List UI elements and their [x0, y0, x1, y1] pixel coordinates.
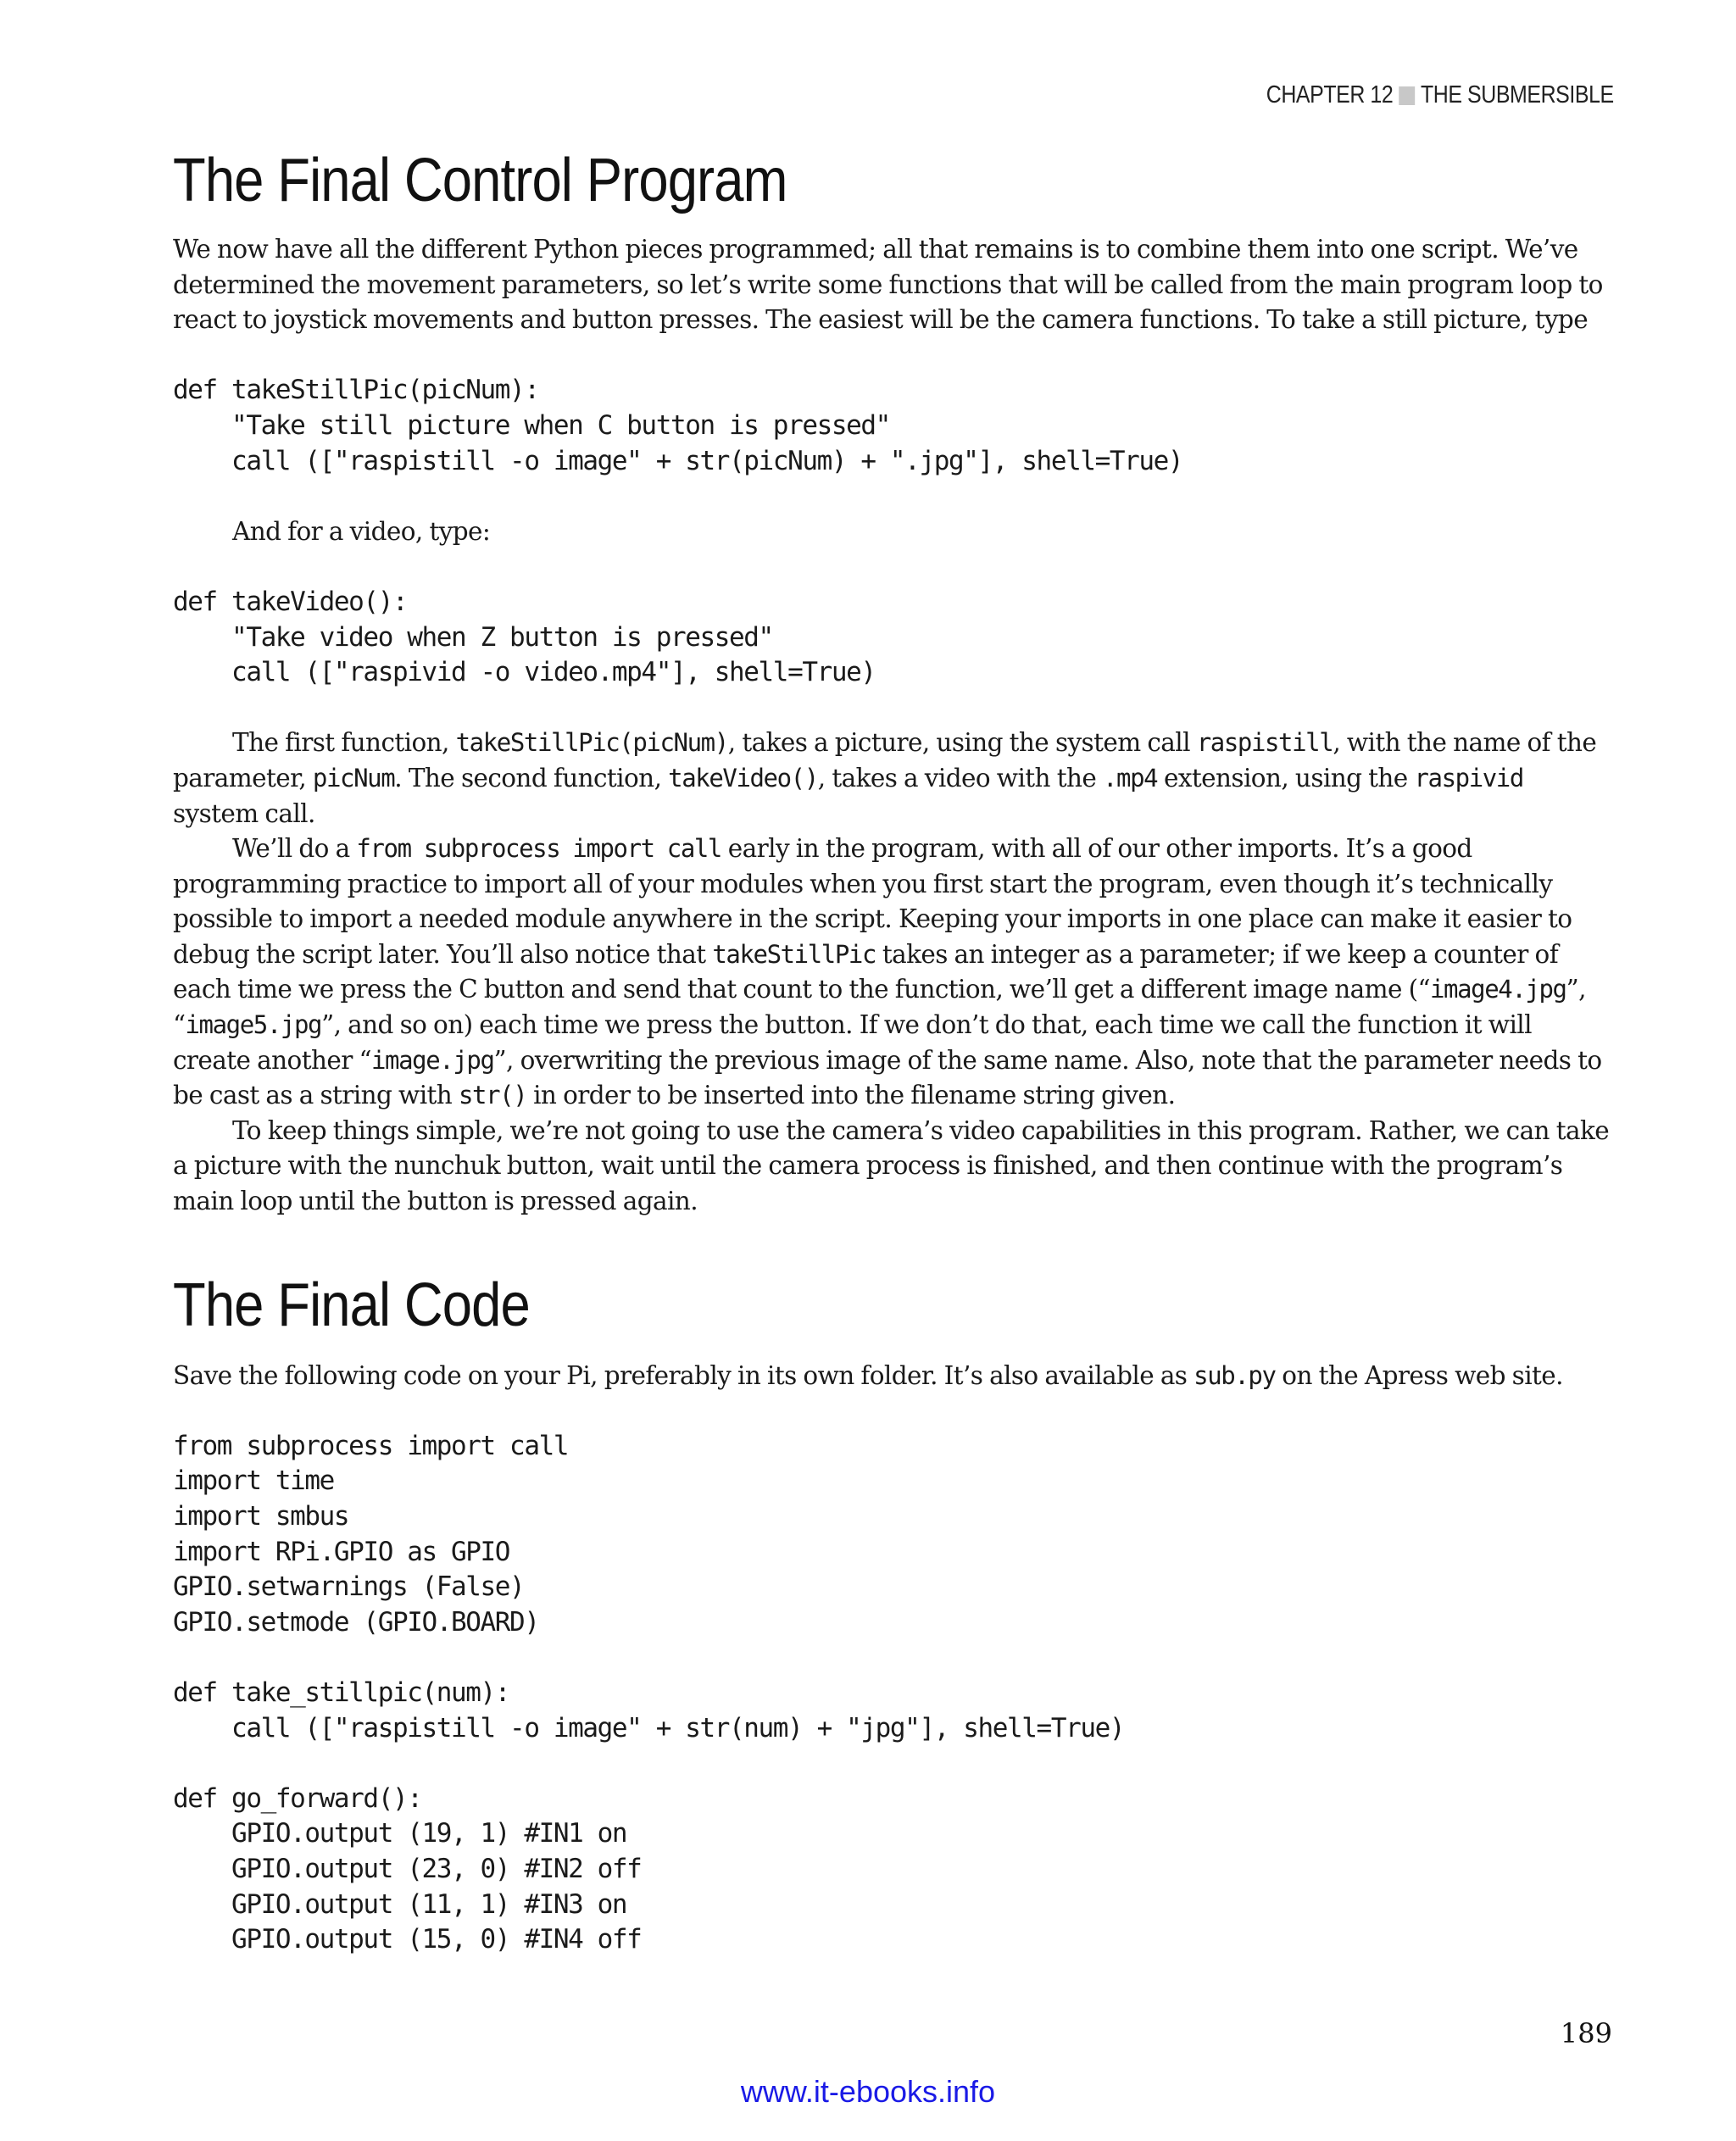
inline-code: .mp4 [1103, 763, 1158, 792]
inline-code: image5.jpg [185, 1010, 322, 1040]
text-run: . The second function, [394, 763, 669, 792]
text-run: on the Apress web site. [1275, 1360, 1563, 1390]
text-run: , takes a picture, using the system call [727, 728, 1197, 758]
text-run: ”, “ [173, 975, 1586, 1040]
text-run: , with the name of the parameter, [173, 728, 1597, 792]
functions-explanation-paragraph [173, 726, 1614, 831]
code-block-take-video: def takeVideo(): "Take video when Z button is pressed" call (["raspivid -o video.mp4"], shell=True) [173, 586, 876, 688]
inline-code: sub.py [1194, 1360, 1276, 1390]
inline-code: str() [458, 1081, 527, 1110]
inline-code: image.jpg [370, 1045, 494, 1075]
inline-code: from subprocess import call [356, 834, 721, 864]
imports-explanation-paragraph [173, 831, 1614, 1114]
simplicity-paragraph: To keep things simple, we’re not going to use the camera’s video capabilities in this program. Rather, we can take a picture with the nunchuk button, wait until the camera process is finished, and then continue with the program’s main loop until the button is pressed again. [173, 1115, 1610, 1216]
text-run: ”, and so on) each time we press the button. If we don’t do that, each time we call the function it will create another “ [173, 1010, 1532, 1075]
section-heading-final-control-program: The Final Control Program [173, 147, 787, 214]
text-run: takes an integer as a parameter; if we keep a counter of each time we press the C button and send that count to the function, we’ll get a different image name (“ [173, 939, 1559, 1004]
final-code-intro-paragraph [173, 1359, 1614, 1394]
header-separator-square [1399, 86, 1415, 105]
code-block-final-program: from subprocess import call import time import smbus import RPi.GPIO as GPIO GPIO.setwarnings (False) GPIO.setmode (GPIO.BOARD) def take_stillpic(num): call (["raspistill -o image" + str(num) + "jpg"], shell=True) def go_forward(): GPIO.output (19, 1) #IN1 on GPIO.output (23, 0) #IN2 off GPIO.output (11, 1) #IN3 on GPIO.output (15, 0) #IN4 off [173, 1430, 1125, 1955]
text-run: , takes a video with the [817, 763, 1103, 792]
text-run: system call. [173, 798, 315, 828]
footer-website-link[interactable]: www.it-ebooks.info [740, 2074, 996, 2109]
page-content [173, 146, 1614, 1993]
inline-code: raspivid [1414, 763, 1523, 792]
text-run: in order to be inserted into the filename string given. [526, 1081, 1176, 1110]
text-run: ”, overwriting the previous image of the same name. Also, note that the parameter needs to be cast as a string with [173, 1045, 1602, 1110]
text-run: We’ll do a [232, 834, 357, 864]
section-heading-final-code: The Final Code [173, 1271, 530, 1339]
running-header [1266, 81, 1614, 109]
inline-code: picNum [312, 763, 395, 792]
inline-code: takeStillPic [712, 939, 876, 969]
chapter-title: THE SUBMERSIBLE [1421, 81, 1614, 108]
code-block-take-still-pic: def takeStillPic(picNum): "Take still picture when C button is pressed" call (["raspistill -o image" + str(picNum) + ".jpg"], shell=True) [173, 375, 1183, 476]
chapter-label: CHAPTER 12 [1266, 81, 1394, 108]
text-run: extension, using the [1157, 763, 1415, 792]
inline-code: takeStillPic(picNum) [455, 728, 728, 758]
text-run: The first function, [232, 728, 456, 758]
intro-paragraph: We now have all the different Python pieces programmed; all that remains is to combine them into one script. We’ve determined the movement parameters, so let’s write some functions that will be called from the main program loop to react to joystick movements and button presses. The easiest will be the camera functions. To take a still picture, type [173, 235, 1603, 335]
inline-code: takeVideo() [668, 763, 818, 792]
inline-code: image4.jpg [1430, 975, 1566, 1004]
text-run: early in the program, with all of our other imports. It’s a good programming practice to import all of your modules when you first start the program, even though it’s technically possible to import a needed module anywhere in the script. Keeping your imports in one place can make it easier to debug the script later. You’ll also notice that [173, 834, 1572, 969]
video-intro-paragraph: And for a video, type: [232, 516, 491, 546]
page-number: 189 [1560, 2017, 1612, 2049]
inline-code: raspistill [1196, 728, 1333, 758]
text-run: Save the following code on your Pi, preferably in its own folder. It’s also available as [173, 1360, 1194, 1390]
